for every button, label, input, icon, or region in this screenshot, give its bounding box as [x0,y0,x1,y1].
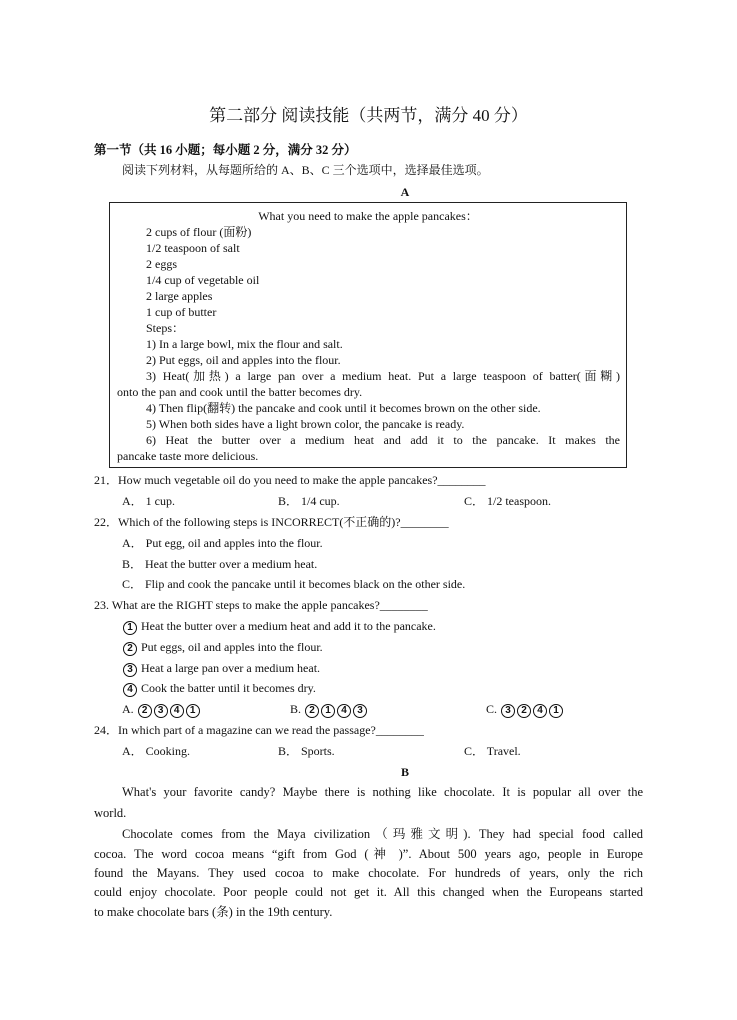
question-22: 22．Which of the following steps is INCORRECT(不正确的)?________ [94,515,449,529]
question-21: 21．How much vegetable oil do you need to make the apple pancakes?________ [94,473,486,487]
q22-option-a: A． Put egg, oil and apples into the flour. [122,536,323,550]
circled-number: 1 [123,621,137,635]
ingredient-eggs: 2 eggs [146,257,177,271]
step-5: 5) When both sides have a light brown color, the pancake is ready. [146,417,465,431]
passage-b-p1-line-2: world. [94,806,127,820]
circled-number: 4 [170,704,184,718]
circled-number: 4 [337,704,351,718]
q21-option-c: C． 1/2 teaspoon. [464,494,551,508]
circled-number: 1 [186,704,200,718]
q23-step-3 [122,658,320,678]
recipe-title: What you need to make the apple pancakes： [258,209,478,223]
passage-b-p2-line-4: could enjoy chocolate. Poor people could not get it. All this changed when the Europeans started [94,885,643,899]
q23-option-c [486,699,564,719]
part-title: 第二部分 阅读技能（共两节，满分 40 分） [209,106,528,125]
q23-option-c-label: C. [486,702,498,716]
circled-number: 4 [533,704,547,718]
passage-b-p2-line-2: cocoa. The word cocoa means “gift from God (神 )”. About 500 years ago, people in Europe [94,847,643,861]
ingredient-butter: 1 cup of butter [146,305,217,319]
steps-label: Steps： [146,321,185,335]
q23-step-2-text: Put eggs, oil and apples into the flour. [141,640,323,654]
q23-option-b [290,699,368,719]
passage-b-p1-line-1: What's your favorite candy? Maybe there is nothing like chocolate. It is popular all over the [122,785,643,799]
circled-number: 1 [549,704,563,718]
ingredient-flour: 2 cups of flour (面粉) [146,225,252,239]
q22-option-c: C． Flip and cook the pancake until it becomes black on the other side. [122,577,466,591]
circled-number: 1 [321,704,335,718]
circled-number: 2 [305,704,319,718]
q24-option-c: C． Travel. [464,744,521,758]
q24-option-a: A． Cooking. [122,744,191,758]
question-23: 23. What are the RIGHT steps to make the apple pancakes?________ [94,598,428,612]
recipe-box [109,202,627,468]
q23-step-3-text: Heat a large pan over a medium heat. [141,661,321,675]
q23-step-2 [122,637,323,657]
passage-b-label: B [400,765,409,779]
step-6-line-2: pancake taste more delicious. [117,449,259,463]
q21-option-a: A． 1 cup. [122,494,175,508]
q23-option-a-label: A. [122,702,134,716]
passage-b-p2-line-5: to make chocolate bars (条) in the 19th century. [94,905,333,919]
ingredient-salt: 1/2 teaspoon of salt [146,241,240,255]
circled-number: 4 [123,683,137,697]
passage-b-p2-line-1: Chocolate comes from the Maya civilization（玛雅文明). They had special food called [122,827,643,841]
instructions: 阅读下列材料，从每题所给的 A、B、C 三个选项中，选择最佳选项。 [122,163,489,177]
q23-option-b-label: B. [290,702,302,716]
circled-number: 3 [501,704,515,718]
circled-number: 3 [154,704,168,718]
question-24: 24．In which part of a magazine can we read the passage?________ [94,723,424,737]
passage-b-p2-line-3: found the Mayans. They used cocoa to make chocolate. For hundreds of years, only the rich [94,866,643,880]
circled-number: 3 [123,663,137,677]
circled-number: 2 [123,642,137,656]
circled-number: 2 [517,704,531,718]
q24-option-b: B． Sports. [278,744,335,758]
q23-step-4 [122,678,316,698]
q23-step-1-text: Heat the butter over a medium heat and add it to the pancake. [141,619,436,633]
step-6-line-1: 6) Heat the butter over a medium heat and add it to the pancake. It makes the [146,433,620,447]
circled-number: 2 [138,704,152,718]
q23-option-a [122,699,201,719]
ingredient-apples: 2 large apples [146,289,213,303]
step-3-line-2: onto the pan and cook until the batter becomes dry. [117,385,363,399]
ingredient-oil: 1/4 cup of vegetable oil [146,273,260,287]
q22-option-b: B． Heat the butter over a medium heat. [122,557,318,571]
q21-option-b: B． 1/4 cup. [278,494,340,508]
step-4: 4) Then flip(翻转) the pancake and cook until it becomes brown on the other side. [146,401,541,415]
step-1: 1) In a large bowl, mix the flour and salt. [146,337,343,351]
circled-number: 3 [353,704,367,718]
passage-a-label: A [400,185,410,199]
q23-step-1 [122,616,436,636]
step-3-line-1: 3) Heat(加热) a large pan over a medium heat. Put a large teaspoon of batter(面糊) [146,369,620,383]
section-heading: 第一节（共 16 小题；每小题 2 分，满分 32 分） [94,143,357,157]
step-2: 2) Put eggs, oil and apples into the flour. [146,353,341,367]
q23-step-4-text: Cook the batter until it becomes dry. [141,681,316,695]
